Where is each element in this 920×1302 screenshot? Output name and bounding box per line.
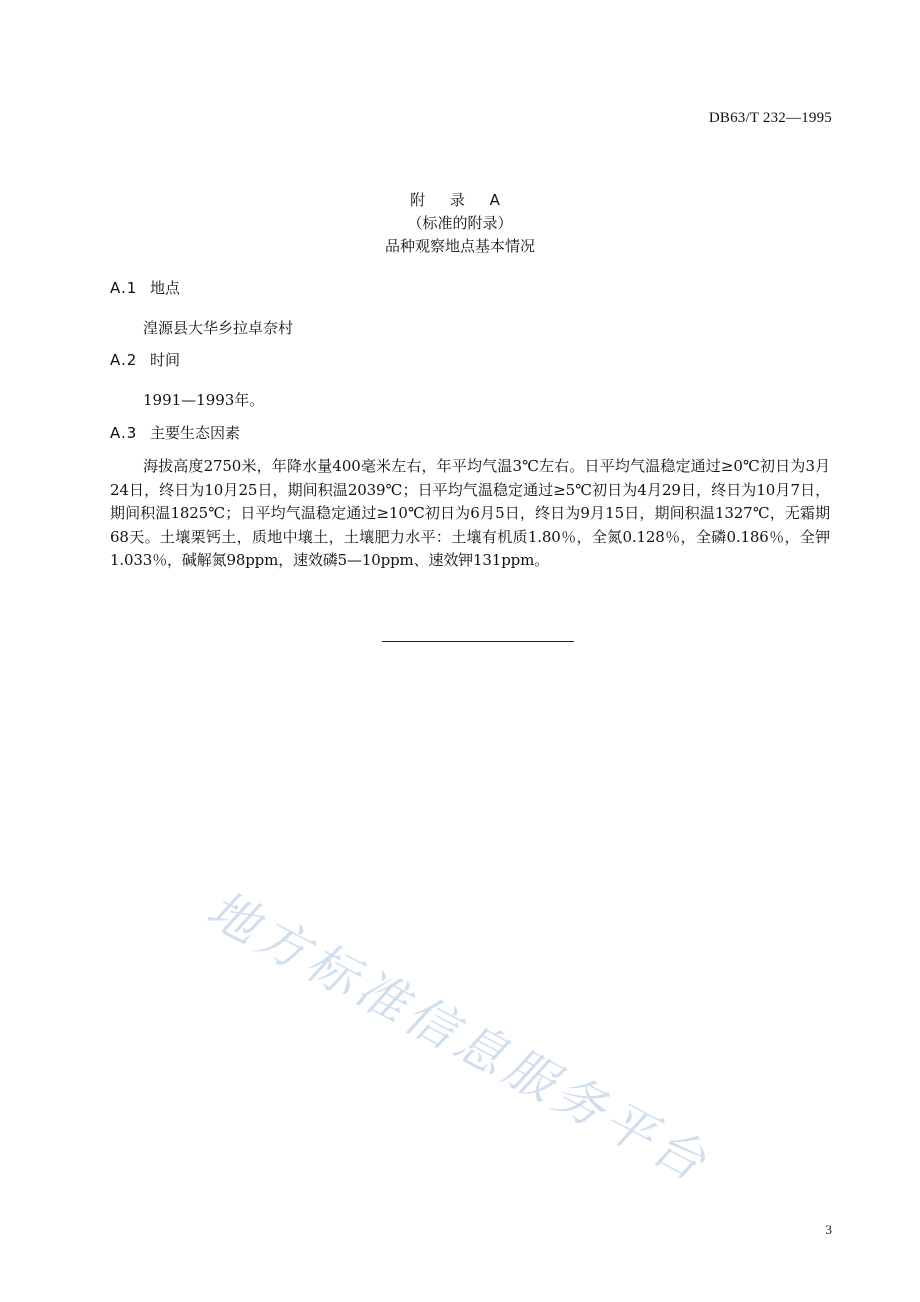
section-location [110,278,830,341]
section-number: A.2 [110,351,138,369]
end-rule [382,641,574,642]
section-body: 湟源县大华乡拉卓奈村 [143,319,294,337]
section-number: A.3 [110,424,138,442]
appendix-heading: 品种观察地点基本情况 [384,237,535,255]
section-title: 地点 [150,279,181,297]
section-number: A.1 [110,279,138,297]
section-ecological-factors [110,423,830,573]
section-time [110,350,830,413]
section-body: 1991—1993年。 [143,391,265,409]
section-title: 主要生态因素 [150,424,241,442]
section-heading [110,278,830,298]
watermark: 地方标准信息服务平台 [197,879,720,1194]
appendix-header [0,189,920,258]
document-code: DB63/T 232—1995 [708,110,832,126]
appendix-title: 附 录 A [410,191,510,209]
appendix-subtitle: （标准的附录） [407,214,513,232]
section-body: 海拔高度2750米，年降水量400毫米左右，年平均气温3℃左右。日平均气温稳定通过≥0℃初日为3月24日，终日为10月25日，期间积温2039℃；日平均气温稳定通过≥5℃初日为4月29日，终日为10月7日，期间积温1825℃；日平均气温稳定通过≥10℃初日为6月5日，终日为9月15日，期间积温1327℃，无霜期68天。土壤栗钙土，质地中壤土，土壤肥力水平：土壤有机质1.80％，全氮0.128％，全磷0.186％，全钾1.033％，碱解氮98ppm，速效磷5—10ppm、速效钾131ppm。 [110,457,830,569]
section-heading [110,350,830,370]
page-number: 3 [825,1222,832,1237]
section-title: 时间 [150,351,181,369]
section-heading [110,423,830,443]
